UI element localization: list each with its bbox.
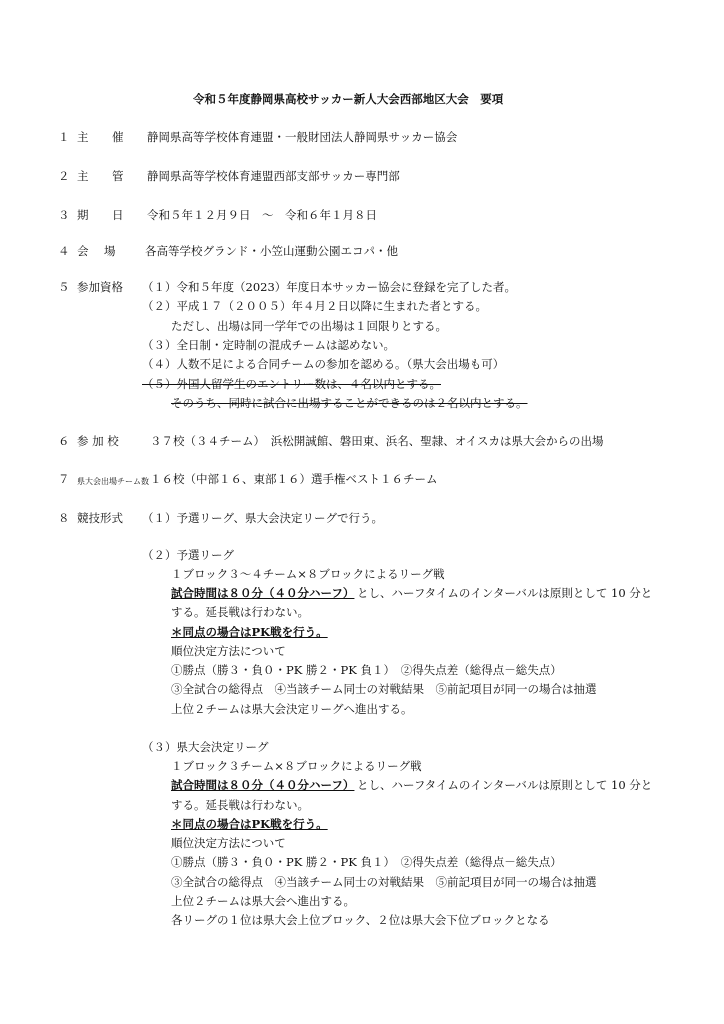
section-5-item-5-struck: （５）外国人留学生のエントリー数は、４名以内とする。	[142, 377, 441, 391]
final-league-line-6: ①勝点（勝３・負０・PK 勝２・PK 負１） ②得失点差（総得点－総失点）	[171, 855, 562, 869]
preliminary-league-heading: （２）予選リーグ	[142, 548, 234, 562]
preliminary-league-line-1: １ブロック３～４チーム×８ブロックによるリーグ戦	[171, 567, 445, 581]
section-3-text: 令和５年１２月９日 ～ 令和６年１月８日	[147, 208, 377, 222]
section-1-num: １	[58, 130, 70, 144]
section-8-num: ８	[58, 511, 70, 525]
final-league-line-2-rest: とし、ハーフタイムのインターバルは原則として 10 分と	[357, 778, 653, 792]
section-5-item-5-note-struck: そのうち、同時に試合に出場することができるのは２名以内とする。	[171, 396, 528, 410]
preliminary-league-line-6: ①勝点（勝３・負０・PK 勝２・PK 負１） ②得失点差（総得点－総失点）	[171, 663, 562, 677]
final-league-match-time: 試合時間は８０分（４０分ハーフ）	[171, 778, 355, 792]
section-2-label: 主 管	[77, 169, 130, 183]
final-league-line-1: １ブロック３チーム×８ブロックによるリーグ戦	[171, 759, 422, 773]
final-league-pk-rule: ＊同点の場合はPK戦を行う。	[171, 817, 328, 831]
section-3-label: 期 日	[77, 208, 130, 222]
section-4-num: ４	[58, 244, 70, 258]
section-4-label: 会 場	[77, 244, 118, 258]
final-league-heading: （３）県大会決定リーグ	[142, 740, 269, 754]
page-title: 令和５年度静岡県高校サッカー新人大会西部地区大会 要項	[193, 92, 504, 106]
section-4-text: 各高等学校グランド・小笠山運動公園エコパ・他	[145, 244, 398, 258]
section-1-text: 静岡県高等学校体育連盟・一般財団法人静岡県サッカー協会	[147, 130, 458, 144]
section-7-label: 県大会出場チーム数	[77, 477, 149, 486]
final-league-line-9: 各リーグの１位は県大会上位ブロック、２位は県大会下位ブロックとなる	[171, 913, 550, 927]
section-5-label: 参加資格	[77, 280, 123, 294]
section-3-num: ３	[58, 208, 70, 222]
section-5-item-3: （３）全日制・定時制の混成チームは認めない。	[142, 338, 395, 352]
section-7-text: １６校（中部１６、東部１６）選手権ベスト１６チーム	[150, 472, 438, 486]
section-5-item-4: （４）人数不足による合同チームの参加を認める。（県大会出場も可）	[142, 357, 505, 371]
preliminary-league-line-5: 順位決定方法について	[171, 644, 286, 658]
section-6-label: 参 加 校	[77, 434, 119, 448]
preliminary-league-line-3: する。延長戦は行わない。	[171, 605, 309, 619]
section-7-num: ７	[58, 472, 70, 486]
preliminary-league-line-8: 上位２チームは県大会決定リーグへ進出する。	[171, 702, 413, 716]
section-6-num: ６	[58, 434, 70, 448]
section-5-item-2-note: ただし、出場は同一学年での出場は１回限りとする。	[171, 319, 447, 333]
preliminary-league-line-2-rest: とし、ハーフタイムのインターバルは原則として 10 分と	[357, 586, 653, 600]
section-2-num: ２	[58, 169, 70, 183]
preliminary-league-pk-rule: ＊同点の場合はPK戦を行う。	[171, 625, 328, 639]
section-2-text: 静岡県高等学校体育連盟西部支部サッカー専門部	[147, 169, 400, 183]
preliminary-league-match-time: 試合時間は８０分（４０分ハーフ）	[171, 586, 355, 600]
preliminary-league-line-7: ③全試合の総得点 ④当該チーム同士の対戦結果 ⑤前記項目が同一の場合は抽選	[171, 682, 597, 696]
final-league-line-7: ③全試合の総得点 ④当該チーム同士の対戦結果 ⑤前記項目が同一の場合は抽選	[171, 875, 597, 889]
section-5-item-2: （２）平成１７（２００５）年４月２日以降に生まれた者とする。	[142, 299, 487, 313]
section-5-item-1: （１）令和５年度（2023）年度日本サッカー協会に登録を完了した者。	[142, 280, 517, 294]
section-5-num: ５	[58, 280, 70, 294]
final-league-line-8: 上位２チームは県大会へ進出する。	[171, 894, 355, 908]
final-league-line-5: 順位決定方法について	[171, 836, 286, 850]
section-6-text: ３７校（３４チーム） 浜松開誠館、磐田東、浜名、聖隷、オイスカは県大会からの出場	[150, 434, 604, 448]
section-1-label: 主 催	[77, 130, 130, 144]
final-league-line-3: する。延長戦は行わない。	[171, 798, 309, 812]
section-8-label: 競技形式	[77, 511, 123, 525]
section-8-item-1: （１）予選リーグ、県大会決定リーグで行う。	[142, 511, 384, 525]
